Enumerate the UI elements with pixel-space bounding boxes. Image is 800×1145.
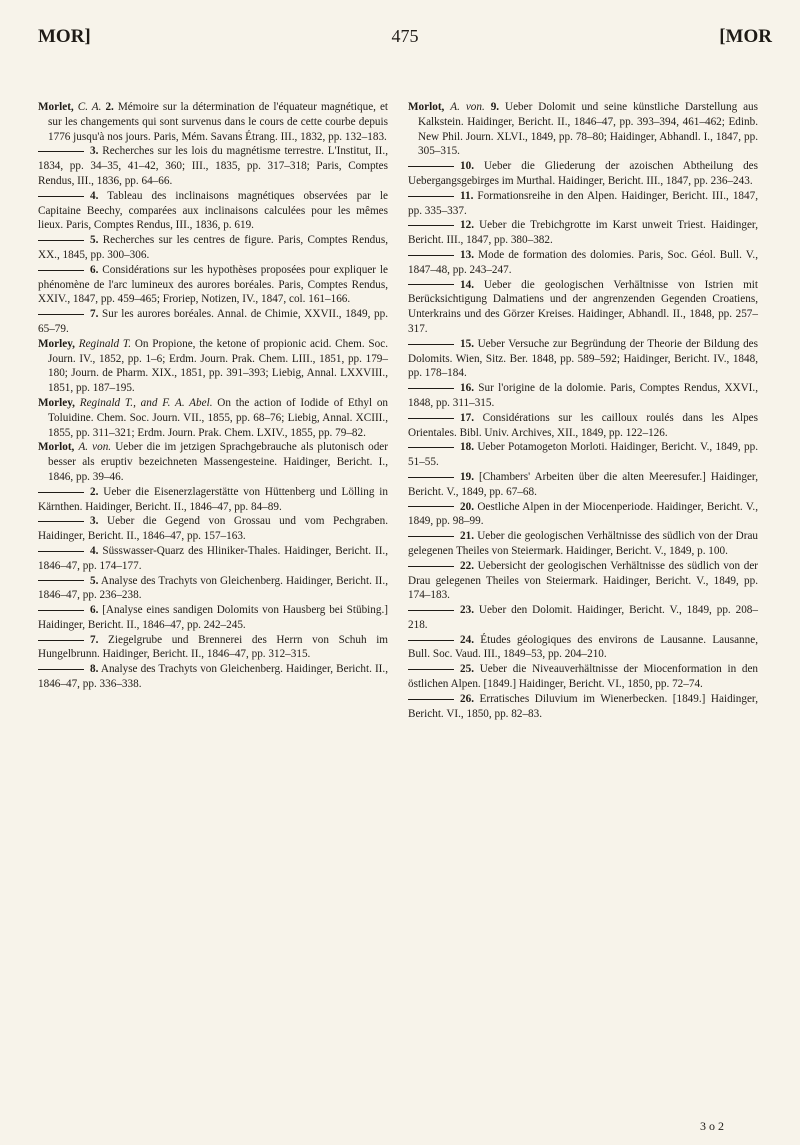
entry-number: 5. xyxy=(90,574,99,587)
bibliography-entry xyxy=(38,100,388,144)
entry-text: Ueber die Gliederung der azoischen Abtheilung des Uebergangsgebirges im Murthal. Haidinger, Bericht. III., 1847, pp. 236–243. xyxy=(408,160,758,187)
bibliography-entry xyxy=(408,218,758,248)
entry-text: Ueber die im jetzigen Sprachgebrauche als plutonisch oder besser als eruptiv bezeichneten Massengesteine. Haidinger, Bericht. I., 1846, pp. 39–46. xyxy=(48,441,388,483)
ditto-dash xyxy=(408,669,454,670)
bibliography-entry xyxy=(408,440,758,470)
entry-author: Morlot, xyxy=(408,101,445,113)
bibliography-entry xyxy=(38,574,388,604)
ditto-dash xyxy=(408,640,454,641)
entry-text: Erratisches Diluvium im Wienerbecken. [1849.] Haidinger, Bericht. VI., 1850, pp. 82–83. xyxy=(408,692,759,720)
bibliography-entry xyxy=(408,159,758,189)
ditto-dash xyxy=(38,492,84,493)
entry-number: 11. xyxy=(460,189,474,202)
entry-number: 3. xyxy=(90,145,99,158)
ditto-dash xyxy=(38,669,84,670)
ditto-dash xyxy=(38,640,84,641)
bibliography-entry xyxy=(38,263,388,307)
bibliography-entry xyxy=(408,500,758,530)
entry-number: 22. xyxy=(460,559,474,572)
ditto-dash xyxy=(38,196,84,197)
entry-text: Ueber Versuche zur Begründung der Theorie der Bildung des Dolomits. Wien, Sitz. Ber. 1848, pp. 589–592; Haidinger, Bericht. IV., 1848, pp. 178–184. xyxy=(408,337,759,380)
ditto-dash xyxy=(408,196,454,197)
entry-number: 10. xyxy=(460,160,474,173)
entry-number: 7. xyxy=(90,308,99,321)
entry-text: Ueber die Eisenerzlagerstätte von Hüttenberg und Lölling in Kärnthen. Haidinger, Bericht. II., 1846–47, pp. 84–89. xyxy=(38,485,389,513)
entry-number: 2. xyxy=(105,101,114,113)
entry-text: Ueber den Dolomit. Haidinger, Bericht. V., 1849, pp. 208–218. xyxy=(408,604,758,631)
ditto-dash xyxy=(408,536,454,537)
entry-text: Recherches sur les lois du magnétisme terrestre. L'Institut, II., 1834, pp. 34–35, 41–42, 360; III., 1835, pp. 317–318; Paris, Comptes Rendus, III., 1836, pp. 64–66. xyxy=(38,145,388,187)
ditto-dash xyxy=(408,477,454,478)
left-column xyxy=(38,100,388,692)
entry-number: 8. xyxy=(90,663,99,676)
entry-number: 18. xyxy=(460,441,474,454)
header-right: [MOR xyxy=(719,26,772,47)
bibliography-entry xyxy=(408,470,758,500)
entry-text: Uebersicht der geologischen Verhältnisse des südlich von der Drau gelegenen Theiles von Steiermark. Haidinger, Bericht. V., 1849, pp. 174–183. xyxy=(408,559,759,602)
ditto-dash xyxy=(408,610,454,611)
entry-text: Ueber Potamogeton Morloti. Haidinger, Bericht. V., 1849, pp. 51–55. xyxy=(408,441,759,469)
ditto-dash xyxy=(38,610,84,611)
entry-number: 21. xyxy=(460,530,474,543)
ditto-dash xyxy=(408,166,454,167)
entry-text: Ueber die geologischen Verhältnisse des südlich von der Drau gelegenen Theiles von Steiermark. Haidinger, Bericht. V., 1849, p. 100. xyxy=(408,530,759,557)
ditto-dash xyxy=(38,314,84,315)
signature-mark: 3 o 2 xyxy=(700,1119,724,1133)
ditto-dash xyxy=(408,566,454,567)
entry-number: 24. xyxy=(460,633,474,646)
entry-text: Oestliche Alpen in der Miocenperiode. Haidinger, Bericht. V., 1849, pp. 98–99. xyxy=(408,500,759,528)
bibliography-entry xyxy=(408,381,758,411)
entry-number: 9. xyxy=(490,101,500,113)
bibliography-entry xyxy=(408,100,758,159)
bibliography-entry xyxy=(38,662,388,692)
bibliography-entry xyxy=(408,603,758,633)
ditto-dash xyxy=(38,270,84,271)
ditto-dash xyxy=(38,551,84,552)
bibliography-entry xyxy=(38,144,388,188)
ditto-dash xyxy=(408,447,454,448)
bibliography-entry xyxy=(408,248,758,278)
entry-number: 17. xyxy=(460,411,474,424)
entry-number: 25. xyxy=(460,663,474,676)
entry-text: On Propione, the ketone of propionic acid. Chem. Soc. Journ. IV., 1852, pp. 1–6; Erdm. Journ. Prak. Chem. LIII., 1851, pp. 179–180; Journ. de Pharm. XIX., 1851, pp. 391–393; Liebig, Annal. LXXVIII., 1851, pp. 187–195. xyxy=(48,337,389,395)
bibliography-entry xyxy=(38,544,388,574)
bibliography-entry xyxy=(408,633,758,663)
entry-author: Morley, xyxy=(38,396,75,409)
entry-text: Analyse des Trachyts von Gleichenberg. Haidinger, Bericht. II., 1846–47, pp. 336–338. xyxy=(38,663,388,691)
entry-text: Ueber die Trebichgrotte im Karst unweit Triest. Haidinger, Bericht. III., 1847, pp. 380–382. xyxy=(408,219,758,247)
entry-number: 19. xyxy=(460,470,474,483)
bibliography-entry xyxy=(38,396,388,440)
bibliography-entry xyxy=(408,337,758,381)
bibliography-entry xyxy=(38,603,388,633)
ditto-dash xyxy=(408,284,454,285)
entry-number: 6. xyxy=(90,263,99,276)
page-number: 475 xyxy=(391,26,419,46)
entry-number: 26. xyxy=(460,692,474,705)
bibliography-entry xyxy=(38,485,388,515)
entry-text: Mémoire sur la détermination de l'équateur magnétique, et sur les changements qui sont survenus dans le cours de cette courbe depuis 1776 jusqu'à nos jours. Paris, Mém. Savans Étrang. III., 1832, pp. 132–183. xyxy=(48,101,389,143)
entry-number: 20. xyxy=(460,500,474,513)
bibliography-entry xyxy=(38,189,388,233)
ditto-dash xyxy=(408,225,454,226)
entry-number: 13. xyxy=(460,248,474,261)
entry-text: [Analyse eines sandigen Dolomits von Hausberg bei Stübing.] Haidinger, Bericht. II., 1846–47, pp. 242–245. xyxy=(38,604,388,631)
ditto-dash xyxy=(408,699,454,700)
entry-number: 23. xyxy=(460,604,474,617)
entry-text: Formationsreihe in den Alpen. Haidinger, Bericht. III., 1847, pp. 335–337. xyxy=(408,189,759,217)
bibliography-entry xyxy=(408,662,758,692)
entry-author: Morlot, xyxy=(38,441,75,454)
entry-author-name: A. von. xyxy=(78,441,112,454)
entry-author-name: A. von. xyxy=(450,101,485,113)
entry-text: Études géologiques des environs de Lausanne. Lausanne, Bull. Soc. Vaud. III., 1849–53, pp. 204–210. xyxy=(408,633,758,661)
ditto-dash xyxy=(408,506,454,507)
bibliography-entry xyxy=(408,411,758,441)
entry-number: 14. xyxy=(460,278,474,291)
entry-text: Ueber die Gegend von Grossau und vom Pechgraben. Haidinger, Bericht. II., 1846–47, pp. 157–163. xyxy=(38,515,389,543)
entry-text: Ueber Dolomit und seine künstliche Darstellung aus Kalkstein. Haidinger, Bericht. II., 1846–47, pp. 393–394, 461–462; Edinb. New Phil. Journ. XLVI., 1849, pp. 78–80; Haidinger, Abhandl. I., 1847, pp. 305–315. xyxy=(418,101,758,158)
entry-author: Morlet, xyxy=(38,101,74,113)
entry-text: Analyse des Trachyts von Gleichenberg. Haidinger, Bericht. II., 1846–47, pp. 236–238. xyxy=(38,574,388,602)
ditto-dash xyxy=(38,151,84,152)
entry-text: Mode de formation des dolomies. Paris, Soc. Géol. Bull. V., 1847–48, pp. 243–247. xyxy=(408,248,759,276)
entry-author-name: Reginald T., and F. A. Abel. xyxy=(79,396,213,409)
ditto-dash xyxy=(38,521,84,522)
bibliography-entry xyxy=(38,633,388,663)
ditto-dash xyxy=(408,418,454,419)
entry-number: 6. xyxy=(90,604,99,617)
entry-text: Recherches sur les centres de figure. Paris, Comptes Rendus, XX., 1845, pp. 300–306. xyxy=(38,234,389,261)
entry-number: 3. xyxy=(90,515,99,528)
bibliography-entry xyxy=(38,233,388,263)
entry-text: Considérations sur les cailloux roulés dans les Alpes Orientales. Bibl. Univ. Archives, XII., 1849, pp. 122–126. xyxy=(408,411,758,439)
entry-number: 16. xyxy=(460,382,474,395)
bibliography-entry xyxy=(408,529,758,559)
entry-text: Süsswasser-Quarz des Hliniker-Thales. Haidinger, Bericht. II., 1846–47, pp. 174–177. xyxy=(38,544,389,572)
entry-text: Tableau des inclinaisons magnétiques observées par le Capitaine Beechy, comparées aux inclinaisons calculées pour les mêmes lieux. Paris, Comptes Rendus, III., 1836, p. 619. xyxy=(38,189,388,232)
entry-text: Sur l'origine de la dolomie. Paris, Comptes Rendus, XXVI., 1848, pp. 311–315. xyxy=(408,382,759,409)
entry-number: 2. xyxy=(90,485,99,498)
entry-author-name: C. A. xyxy=(77,101,102,113)
entry-author: Morley, xyxy=(38,337,75,350)
bibliography-entry xyxy=(38,440,388,484)
entry-text: Considérations sur les hypothèses proposées pour expliquer le phénomène de l'arc lumineux des aurores boréales. Paris, Comptes Rendus, XXIV., 1847, pp. 459–465; Froriep, Notizen, IV., 1847, col. 161–166. xyxy=(38,263,388,306)
entry-text: Ueber die geologischen Verhältnisse von Istrien mit Berücksichtigung Dalmatiens und der angrenzenden Gegenden Croatiens, Unterkrains und des Görzer Kreises. Haidinger, Abhandl. II., 1848, pp. 257–317. xyxy=(408,278,758,335)
right-column xyxy=(408,100,758,721)
header-left: MOR] xyxy=(38,26,91,47)
entry-text: Ueber die Niveauverhältnisse der Miocenformation in den östlichen Alpen. [1849.] Haidinger, Bericht. VI., 1850, pp. 72–74. xyxy=(408,663,759,691)
bibliography-entry xyxy=(38,337,388,396)
ditto-dash xyxy=(38,580,84,581)
entry-number: 4. xyxy=(90,544,99,557)
bibliography-entry xyxy=(408,692,758,722)
bibliography-entry xyxy=(38,307,388,337)
page-header xyxy=(38,26,772,56)
entry-text: Ziegelgrube und Brennerei des Herrn von Schuh im Hungelbrunn. Haidinger, Bericht. II., 1846–47, pp. 312–315. xyxy=(38,633,388,661)
entry-number: 15. xyxy=(460,337,474,350)
bibliography-entry xyxy=(408,559,758,603)
entry-number: 5. xyxy=(90,234,99,247)
entry-text: Sur les aurores boréales. Annal. de Chimie, XXVII., 1849, pp. 65–79. xyxy=(38,308,388,335)
entry-number: 4. xyxy=(90,189,99,202)
ditto-dash xyxy=(408,344,454,345)
bibliography-entry xyxy=(38,514,388,544)
bibliography-entry xyxy=(408,189,758,219)
entry-number: 7. xyxy=(90,633,99,646)
ditto-dash xyxy=(38,240,84,241)
bibliography-entry xyxy=(408,278,758,337)
entry-text: [Chambers' Arbeiten über die alten Meeresufer.] Haidinger, Bericht. V., 1849, pp. 67–68. xyxy=(408,470,758,498)
entry-author-name: Reginald T. xyxy=(78,337,132,350)
entry-number: 12. xyxy=(460,219,474,232)
entry-text: On the action of Iodide of Ethyl on Toluidine. Chem. Soc. Journ. VII., 1855, pp. 68–76; Liebig, Annal. XCIII., 1855, pp. 311–321; Erdm. Journ. Prak. Chem. LXIV., 1855, pp. 79–82. xyxy=(48,396,389,439)
ditto-dash xyxy=(408,388,454,389)
ditto-dash xyxy=(408,255,454,256)
